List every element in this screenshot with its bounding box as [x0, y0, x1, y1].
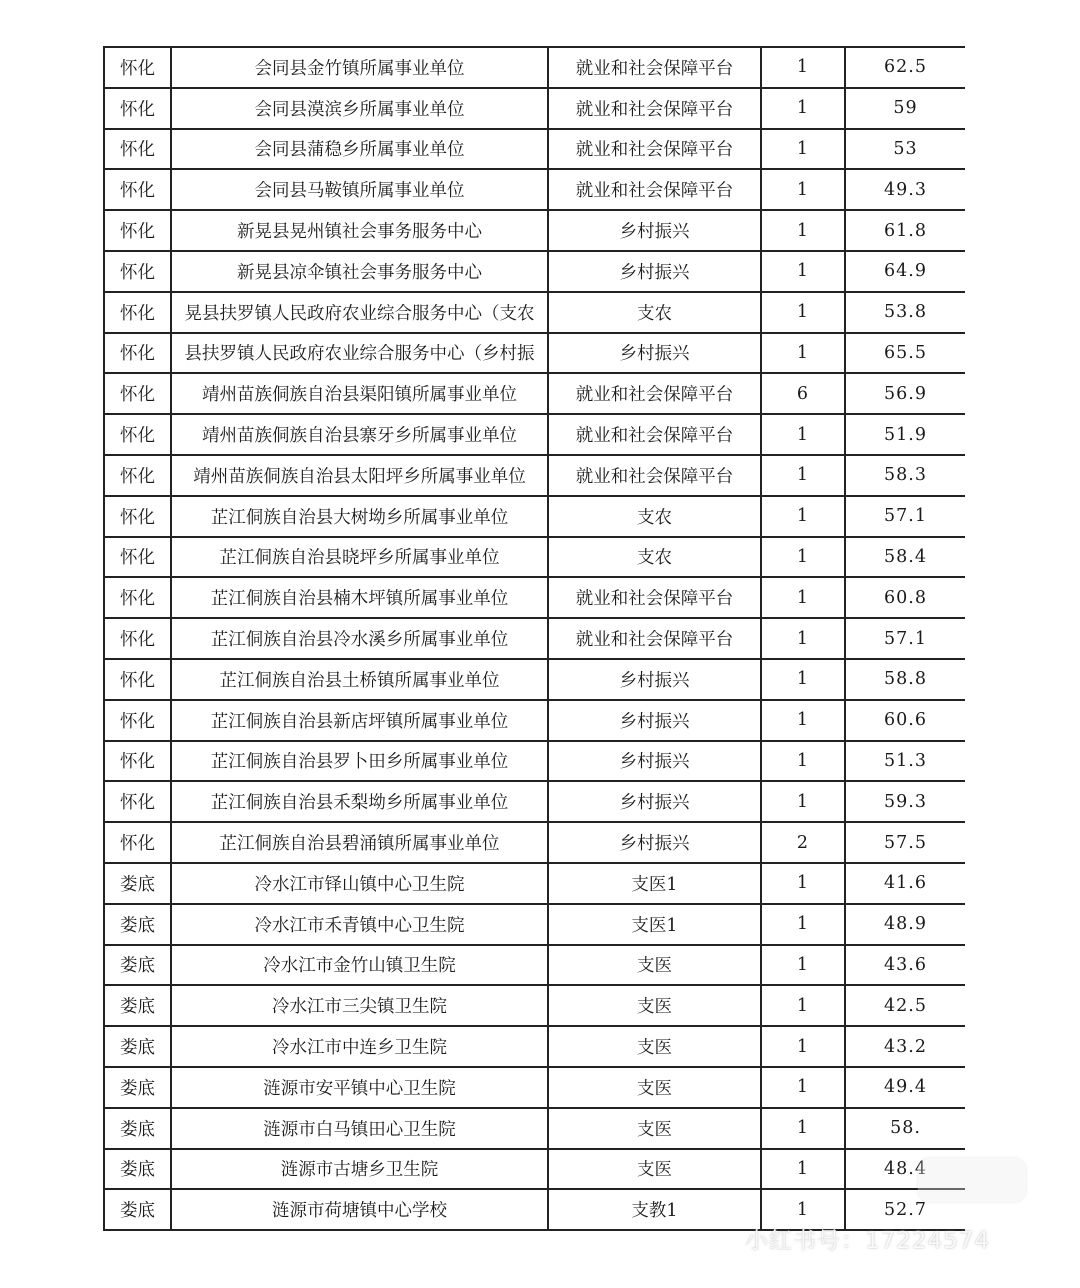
cell-unit: 县扶罗镇人民政府农业综合服务中心（乡村振 — [171, 333, 548, 374]
cell-unit: 冷水江市金竹山镇卫生院 — [171, 945, 548, 986]
cell-unit: 冷水江市铎山镇中心卫生院 — [171, 863, 548, 904]
cell-count: 1 — [761, 292, 845, 333]
table-row — [104, 373, 965, 414]
cell-post: 就业和社会保障平台 — [548, 577, 761, 618]
table-row — [104, 47, 965, 88]
table-row — [104, 985, 965, 1026]
cell-unit: 冷水江市三尖镇卫生院 — [171, 985, 548, 1026]
cell-count: 1 — [761, 496, 845, 537]
table-row — [104, 1067, 965, 1108]
cell-score: 62.5 — [845, 47, 965, 88]
cell-city: 怀化 — [104, 251, 171, 292]
cell-unit: 芷江侗族自治县冷水溪乡所属事业单位 — [171, 618, 548, 659]
cell-unit: 涟源市荷塘镇中心学校 — [171, 1189, 548, 1230]
cell-count: 1 — [761, 169, 845, 210]
cell-city: 娄底 — [104, 985, 171, 1026]
cell-city: 娄底 — [104, 945, 171, 986]
cell-city: 怀化 — [104, 88, 171, 129]
cell-count: 1 — [761, 1108, 845, 1149]
cell-unit: 会同县马鞍镇所属事业单位 — [171, 169, 548, 210]
cell-count: 1 — [761, 1067, 845, 1108]
cell-unit: 芷江侗族自治县楠木坪镇所属事业单位 — [171, 577, 548, 618]
cell-unit: 晃县扶罗镇人民政府农业综合服务中心（支农 — [171, 292, 548, 333]
table-row — [104, 1026, 965, 1067]
cell-count: 6 — [761, 373, 845, 414]
cell-count: 1 — [761, 1149, 845, 1190]
table-row — [104, 659, 965, 700]
cell-unit: 会同县蒲稳乡所属事业单位 — [171, 129, 548, 170]
cell-city: 娄底 — [104, 1149, 171, 1190]
cell-post: 就业和社会保障平台 — [548, 47, 761, 88]
cell-city: 怀化 — [104, 47, 171, 88]
cell-score: 48.9 — [845, 904, 965, 945]
cell-count: 1 — [761, 1189, 845, 1230]
cell-count: 1 — [761, 333, 845, 374]
table-row — [104, 1149, 965, 1190]
cell-count: 1 — [761, 47, 845, 88]
cell-count: 1 — [761, 88, 845, 129]
cell-score: 53.8 — [845, 292, 965, 333]
cell-city: 怀化 — [104, 210, 171, 251]
cell-post: 乡村振兴 — [548, 822, 761, 863]
cell-unit: 涟源市白马镇田心卫生院 — [171, 1108, 548, 1149]
cell-unit: 冷水江市中连乡卫生院 — [171, 1026, 548, 1067]
table-row — [104, 292, 965, 333]
table-row — [104, 210, 965, 251]
cell-score: 49.4 — [845, 1067, 965, 1108]
cell-count: 1 — [761, 781, 845, 822]
cell-score: 53 — [845, 129, 965, 170]
cell-post: 支医 — [548, 1067, 761, 1108]
cell-count: 1 — [761, 455, 845, 496]
document-page — [103, 46, 965, 1288]
cell-city: 怀化 — [104, 169, 171, 210]
table-row — [104, 169, 965, 210]
cell-score: 58.4 — [845, 537, 965, 578]
cell-unit: 会同县漠滨乡所属事业单位 — [171, 88, 548, 129]
cell-unit: 新晃县晃州镇社会事务服务中心 — [171, 210, 548, 251]
cell-unit: 芷江侗族自治县新店坪镇所属事业单位 — [171, 700, 548, 741]
cell-score: 51.3 — [845, 741, 965, 782]
cell-unit: 涟源市安平镇中心卫生院 — [171, 1067, 548, 1108]
table-row — [104, 129, 965, 170]
cell-score: 43.6 — [845, 945, 965, 986]
cell-post: 就业和社会保障平台 — [548, 129, 761, 170]
table-row — [104, 88, 965, 129]
cell-unit: 会同县金竹镇所属事业单位 — [171, 47, 548, 88]
table-row — [104, 741, 965, 782]
cell-city: 怀化 — [104, 496, 171, 537]
cell-post: 乡村振兴 — [548, 333, 761, 374]
table-row — [104, 414, 965, 455]
cell-post: 就业和社会保障平台 — [548, 455, 761, 496]
cell-count: 1 — [761, 863, 845, 904]
cell-score: 60.8 — [845, 577, 965, 618]
cell-unit: 靖州苗族侗族自治县太阳坪乡所属事业单位 — [171, 455, 548, 496]
table-row — [104, 863, 965, 904]
cell-unit: 冷水江市禾青镇中心卫生院 — [171, 904, 548, 945]
cell-city: 怀化 — [104, 741, 171, 782]
table-row — [104, 333, 965, 374]
cell-post: 就业和社会保障平台 — [548, 169, 761, 210]
cell-post: 乡村振兴 — [548, 251, 761, 292]
cell-city: 怀化 — [104, 373, 171, 414]
cell-city: 怀化 — [104, 822, 171, 863]
cell-score: 60.6 — [845, 700, 965, 741]
cell-unit: 靖州苗族侗族自治县渠阳镇所属事业单位 — [171, 373, 548, 414]
table-row — [104, 822, 965, 863]
cell-count: 1 — [761, 985, 845, 1026]
cell-post: 乡村振兴 — [548, 659, 761, 700]
cell-post: 就业和社会保障平台 — [548, 414, 761, 455]
table-row — [104, 1108, 965, 1149]
cell-city: 娄底 — [104, 904, 171, 945]
cell-city: 娄底 — [104, 863, 171, 904]
cell-city: 怀化 — [104, 659, 171, 700]
cell-unit: 芷江侗族自治县土桥镇所属事业单位 — [171, 659, 548, 700]
cell-score: 42.5 — [845, 985, 965, 1026]
cell-score: 57.5 — [845, 822, 965, 863]
cell-score: 58.3 — [845, 455, 965, 496]
cell-unit: 芷江侗族自治县碧涌镇所属事业单位 — [171, 822, 548, 863]
table-row — [104, 945, 965, 986]
cell-count: 1 — [761, 700, 845, 741]
cell-post: 支农 — [548, 537, 761, 578]
table-row — [104, 455, 965, 496]
cell-score: 52.7 — [845, 1189, 965, 1230]
table-row — [104, 618, 965, 659]
cell-count: 1 — [761, 414, 845, 455]
cell-post: 支医 — [548, 1026, 761, 1067]
cell-score: 43.2 — [845, 1026, 965, 1067]
cell-post: 支医 — [548, 1149, 761, 1190]
cell-city: 怀化 — [104, 414, 171, 455]
cell-post: 支医 — [548, 945, 761, 986]
cell-post: 乡村振兴 — [548, 781, 761, 822]
cell-score: 49.3 — [845, 169, 965, 210]
table-row — [104, 781, 965, 822]
cell-city: 怀化 — [104, 618, 171, 659]
cell-post: 就业和社会保障平台 — [548, 88, 761, 129]
results-table — [103, 46, 965, 1231]
cell-city: 怀化 — [104, 292, 171, 333]
cell-score: 61.8 — [845, 210, 965, 251]
cell-unit: 靖州苗族侗族自治县寨牙乡所属事业单位 — [171, 414, 548, 455]
cell-city: 娄底 — [104, 1108, 171, 1149]
cell-count: 1 — [761, 904, 845, 945]
cell-city: 怀化 — [104, 577, 171, 618]
watermark-logo-icon — [918, 1158, 1026, 1202]
cell-post: 乡村振兴 — [548, 700, 761, 741]
cell-city: 娄底 — [104, 1067, 171, 1108]
cell-count: 1 — [761, 945, 845, 986]
cell-count: 1 — [761, 129, 845, 170]
cell-unit: 芷江侗族自治县禾梨坳乡所属事业单位 — [171, 781, 548, 822]
cell-unit: 芷江侗族自治县大树坳乡所属事业单位 — [171, 496, 548, 537]
table-row — [104, 577, 965, 618]
cell-post: 支农 — [548, 496, 761, 537]
cell-city: 娄底 — [104, 1189, 171, 1230]
watermark-text: 小红书号：17224574 — [745, 1228, 991, 1254]
cell-post: 支医1 — [548, 863, 761, 904]
table-row — [104, 537, 965, 578]
cell-post: 支医 — [548, 985, 761, 1026]
cell-city: 怀化 — [104, 129, 171, 170]
cell-score: 58.8 — [845, 659, 965, 700]
cell-city: 娄底 — [104, 1026, 171, 1067]
cell-score: 41.6 — [845, 863, 965, 904]
table-row — [104, 251, 965, 292]
cell-post: 支医 — [548, 1108, 761, 1149]
table-row — [104, 904, 965, 945]
cell-count: 1 — [761, 251, 845, 292]
cell-score: 64.9 — [845, 251, 965, 292]
cell-unit: 涟源市古塘乡卫生院 — [171, 1149, 548, 1190]
cell-post: 就业和社会保障平台 — [548, 373, 761, 414]
cell-unit: 芷江侗族自治县晓坪乡所属事业单位 — [171, 537, 548, 578]
cell-post: 支农 — [548, 292, 761, 333]
cell-count: 1 — [761, 577, 845, 618]
table-body — [104, 47, 965, 1230]
cell-score: 56.9 — [845, 373, 965, 414]
cell-count: 1 — [761, 210, 845, 251]
cell-post: 乡村振兴 — [548, 210, 761, 251]
cell-city: 怀化 — [104, 333, 171, 374]
table-row — [104, 496, 965, 537]
cell-score: 65.5 — [845, 333, 965, 374]
cell-city: 怀化 — [104, 537, 171, 578]
cell-city: 怀化 — [104, 700, 171, 741]
cell-count: 1 — [761, 618, 845, 659]
cell-score: 59.3 — [845, 781, 965, 822]
cell-city: 怀化 — [104, 455, 171, 496]
cell-post: 就业和社会保障平台 — [548, 618, 761, 659]
cell-count: 1 — [761, 741, 845, 782]
cell-count: 1 — [761, 659, 845, 700]
cell-unit: 芷江侗族自治县罗卜田乡所属事业单位 — [171, 741, 548, 782]
cell-score: 57.1 — [845, 618, 965, 659]
cell-unit: 新晃县凉伞镇社会事务服务中心 — [171, 251, 548, 292]
cell-count: 2 — [761, 822, 845, 863]
cell-score: 51.9 — [845, 414, 965, 455]
cell-score: 48.4 — [845, 1149, 965, 1190]
cell-post: 乡村振兴 — [548, 741, 761, 782]
table-row — [104, 700, 965, 741]
cell-score: 57.1 — [845, 496, 965, 537]
cell-count: 1 — [761, 1026, 845, 1067]
cell-count: 1 — [761, 537, 845, 578]
cell-post: 支医1 — [548, 904, 761, 945]
cell-city: 怀化 — [104, 781, 171, 822]
cell-post: 支教1 — [548, 1189, 761, 1230]
cell-score: 59 — [845, 88, 965, 129]
cell-score: 58. — [845, 1108, 965, 1149]
